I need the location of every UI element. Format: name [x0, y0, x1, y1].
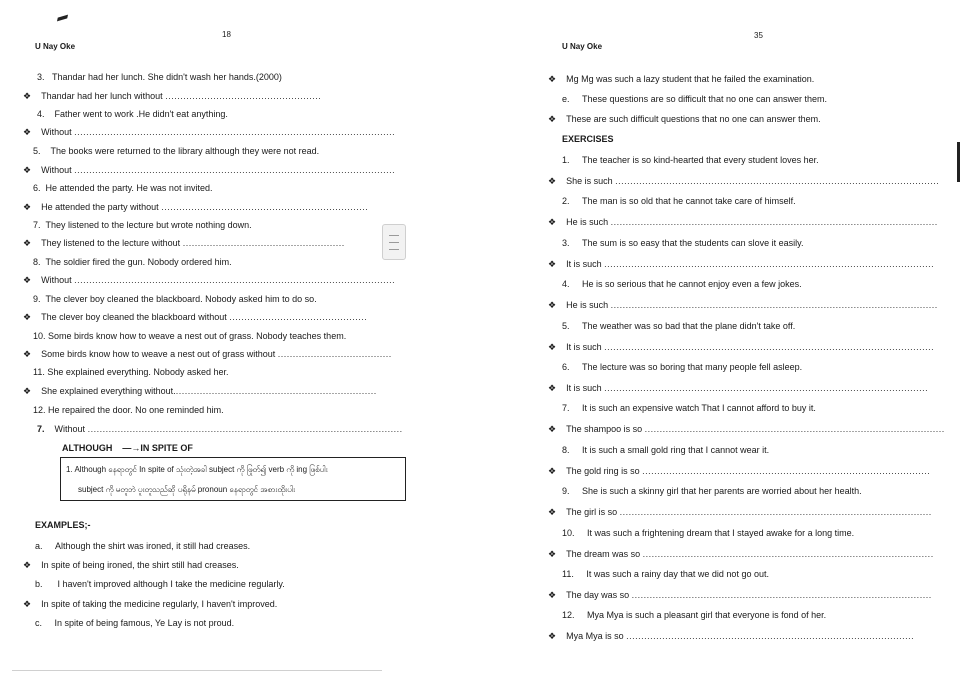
bullet-icon: ❖	[548, 590, 557, 600]
bullet-icon: ❖	[23, 560, 32, 570]
bullet-icon: ❖	[23, 91, 32, 101]
example-line: ❖ Mg Mg was such a lazy student that he failed the examination.	[548, 74, 815, 84]
answer-line: ❖ He is such .............................................................................................................	[548, 217, 938, 227]
examples-heading: EXAMPLES;-	[35, 520, 91, 530]
answer-line: ❖ Without ...........................................................................................................	[23, 127, 396, 137]
bullet-icon: ❖	[548, 424, 557, 434]
bullet-icon: ❖	[548, 383, 557, 393]
answer-line: ❖ The shampoo is so ....................................................................................................	[548, 424, 945, 434]
exercise-question: 3. The sum is so easy that the students can slove it easily.	[562, 238, 804, 248]
bullet-icon: ❖	[548, 74, 557, 84]
exercise-11: 11. She explained everything. Nobody asked her.	[33, 367, 229, 377]
exercises-heading: EXERCISES	[562, 134, 614, 144]
example-b: b. I haven't improved although I take the medicine regularly.	[35, 579, 285, 589]
answer-line: 7. Without .........................................................................................................	[37, 424, 403, 434]
answer-line: ❖ The dream was so .................................................................................................	[548, 549, 934, 559]
bullet-icon: ❖	[23, 275, 32, 285]
exercise-question: 9. She is such a skinny girl that her parents are worried about her health.	[562, 486, 862, 496]
exercise-7: 7. They listened to the lecture but wrote nothing down.	[33, 220, 252, 230]
bullet-icon: ❖	[548, 342, 557, 352]
exercise-question: 2. The man is so old that he cannot take care of himself.	[562, 196, 796, 206]
answer-line: ❖ It is such ..............................................................................................................	[548, 342, 935, 352]
answer-line: ❖ He attended the party without .....................................................................	[23, 202, 369, 212]
answer-line: ❖ She explained everything without....................................................................	[23, 386, 377, 396]
answer-line: ❖ It is such ..............................................................................................................	[548, 259, 935, 269]
author-header: U Nay Oke	[562, 42, 603, 51]
section-heading: ALTHOUGH —→IN SPITE OF	[62, 443, 193, 453]
example-line: ❖ These are such difficult questions that no one can answer them.	[548, 114, 821, 124]
exercise-question: 5. The weather was so bad that the plane didn't take off.	[562, 321, 796, 331]
page-number: 35	[754, 31, 763, 40]
example-answer: ❖ In spite of taking the medicine regularly, I haven't improved.	[23, 599, 278, 609]
answer-line: ❖ The day was so ....................................................................................................	[548, 590, 932, 600]
exercise-question: 8. It is such a small gold ring that I cannot wear it.	[562, 445, 770, 455]
answer-line: ❖ Without ...........................................................................................................	[23, 275, 396, 285]
answer-line: ❖ She is such ............................................................................................................	[548, 176, 940, 186]
bullet-icon: ❖	[23, 238, 32, 248]
bullet-icon: ❖	[548, 176, 557, 186]
exercise-10: 10. Some birds know how to weave a nest out of grass. Nobody teaches them.	[33, 331, 347, 341]
exercise-question: 10. It was such a frightening dream that I stayed awake for a long time.	[562, 528, 855, 538]
bullet-icon: ❖	[23, 202, 32, 212]
exercise-12: 12. He repaired the door. No one reminded him.	[33, 405, 224, 415]
example-line: e. These questions are so difficult that no one can answer them.	[562, 94, 828, 104]
answer-line: ❖ Some birds know how to weave a nest out of grass without ......................................	[23, 349, 392, 359]
answer-line: ❖ Thandar had her lunch without ....................................................	[23, 91, 322, 101]
exercise-4: 4. Father went to work .He didn't eat anything.	[37, 109, 228, 119]
exercise-5: 5. The books were returned to the library although they were not read.	[33, 146, 320, 156]
answer-line: ❖ He is such .............................................................................................................	[548, 300, 938, 310]
answer-line: ❖ It is such ............................................................................................................	[548, 383, 929, 393]
exercise-question: 11. It was such a rainy day that we did not go out.	[562, 569, 769, 579]
drag-handle[interactable]	[382, 224, 406, 260]
bullet-icon: ❖	[548, 631, 557, 641]
answer-line: ❖ Mya Mya is so ................................................................................................	[548, 631, 915, 641]
example-answer: ❖ In spite of being ironed, the shirt still had creases.	[23, 560, 239, 570]
exercise-question: 12. Mya Mya is such a pleasant girl that everyone is fond of her.	[562, 610, 827, 620]
exercise-6: 6. He attended the party. He was not invited.	[33, 183, 213, 193]
note-line: 1. Although နေရာတွင် In spite of သုံးတဲ့အခါ subject ကို ဖြုတ်၍ verb ကို ing ဖြစ်ပါး	[66, 465, 328, 474]
pen-mark	[57, 15, 68, 22]
bullet-icon: ❖	[23, 165, 32, 175]
bullet-icon: ❖	[23, 127, 32, 137]
exercise-9: 9. The clever boy cleaned the blackboard. Nobody asked him to do so.	[33, 294, 317, 304]
exercise-question: 1. The teacher is so kind-hearted that every student loves her.	[562, 155, 819, 165]
bullet-icon: ❖	[23, 599, 32, 609]
bullet-icon: ❖	[23, 386, 32, 396]
answer-line: ❖ Without ...........................................................................................................	[23, 165, 396, 175]
exercise-question: 4. He is so serious that he cannot enjoy even a few jokes.	[562, 279, 802, 289]
example-c: c. In spite of being famous, Ye Lay is not proud.	[35, 618, 235, 628]
exercise-8: 8. The soldier fired the gun. Nobody ordered him.	[33, 257, 232, 267]
bullet-icon: ❖	[23, 312, 32, 322]
note-line: subject ကို မတူဘဲ ပူးတူသည်ဆို ပရိုနမ် pronoun နေရာတွင် အစားထိုးပါး	[78, 485, 296, 494]
bullet-icon: ❖	[548, 507, 557, 517]
divider	[12, 670, 382, 671]
answer-line: ❖ The girl is so ........................................................................................................	[548, 507, 932, 517]
bullet-icon: ❖	[548, 300, 557, 310]
bullet-icon: ❖	[548, 259, 557, 269]
exercise-question: 6. The lecture was so boring that many people fell asleep.	[562, 362, 803, 372]
answer-line: ❖ The clever boy cleaned the blackboard without ..............................................	[23, 312, 368, 322]
author-header: U Nay Oke	[35, 42, 76, 51]
example-a: a. Although the shirt was ironed, it still had creases.	[35, 541, 251, 551]
bullet-icon: ❖	[548, 217, 557, 227]
bullet-icon: ❖	[23, 349, 32, 359]
page-number: 18	[222, 30, 231, 39]
right-page	[480, 0, 960, 679]
bullet-icon: ❖	[548, 549, 557, 559]
bullet-icon: ❖	[548, 114, 557, 124]
exercise-3: 3. Thandar had her lunch. She didn't wash her hands.(2000)	[37, 72, 282, 82]
exercise-question: 7. It is such an expensive watch That I cannot afford to buy it.	[562, 403, 816, 413]
answer-line: ❖ They listened to the lecture without ......................................................	[23, 238, 345, 248]
bullet-icon: ❖	[548, 466, 557, 476]
answer-line: ❖ The gold ring is so ................................................................................................	[548, 466, 931, 476]
